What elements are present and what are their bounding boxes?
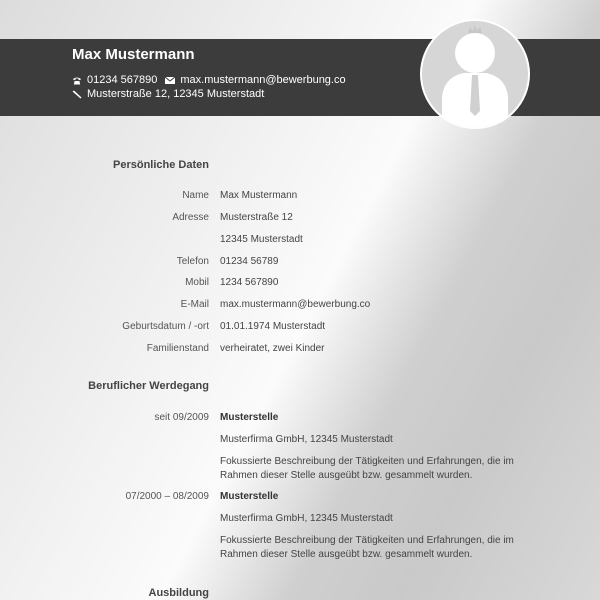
pen-icon xyxy=(72,90,82,99)
envelope-icon xyxy=(165,77,175,84)
career-period: seit 09/2009 xyxy=(154,412,209,423)
header-address: Musterstraße 12, 12345 Musterstadt xyxy=(87,88,265,100)
personal-label-marital: Familienstand xyxy=(146,343,209,354)
personal-value-street: Musterstraße 12 xyxy=(220,212,293,223)
applicant-name: Max Mustermann xyxy=(72,46,195,63)
career-position: Musterstelle xyxy=(220,412,279,423)
career-description: Fokussierte Beschreibung der Tätigkeiten und Erfahrungen, die im Rahmen dieser Stelle ausgeübt bzw. gesammelt wurden. xyxy=(220,535,514,560)
section-title-career: Beruflicher Werdegang xyxy=(88,380,209,392)
personal-value-name: Max Mustermann xyxy=(220,190,298,201)
career-position: Musterstelle xyxy=(220,491,279,502)
person-silhouette-icon xyxy=(422,21,528,127)
personal-value-birth: 01.01.1974 Musterstadt xyxy=(220,321,326,332)
career-company: Musterfirma GmbH, 12345 Musterstadt xyxy=(220,434,393,445)
personal-value-marital: verheiratet, zwei Kinder xyxy=(220,343,325,354)
career-description: Fokussierte Beschreibung der Tätigkeiten und Erfahrungen, die im Rahmen dieser Stelle ausgeübt bzw. gesammelt wurden. xyxy=(220,456,514,481)
personal-label-name: Name xyxy=(182,190,209,201)
personal-value-email: max.mustermann@bewerbung.co xyxy=(220,299,371,310)
personal-label-email: E-Mail xyxy=(180,299,209,310)
personal-label-mobile: Mobil xyxy=(185,277,209,288)
contact-line-phone-email xyxy=(72,73,346,87)
career-period: 07/2000 – 08/2009 xyxy=(125,491,209,502)
personal-value-phone: 01234 56789 xyxy=(220,256,279,267)
career-company: Musterfirma GmbH, 12345 Musterstadt xyxy=(220,513,393,524)
section-title-education: Ausbildung xyxy=(148,587,209,599)
contact-line-address xyxy=(72,87,264,101)
header-email: max.mustermann@bewerbung.co xyxy=(180,74,346,86)
personal-label-phone: Telefon xyxy=(176,256,209,267)
section-title-personal: Persönliche Daten xyxy=(113,159,209,171)
personal-label-address: Adresse xyxy=(172,212,209,223)
personal-label-birth: Geburtsdatum / -ort xyxy=(122,321,209,332)
header-phone: 01234 567890 xyxy=(87,74,158,86)
personal-value-city: 12345 Musterstadt xyxy=(220,234,303,245)
avatar xyxy=(420,19,530,129)
personal-value-mobile: 1234 567890 xyxy=(220,277,279,288)
phone-icon xyxy=(72,76,82,85)
